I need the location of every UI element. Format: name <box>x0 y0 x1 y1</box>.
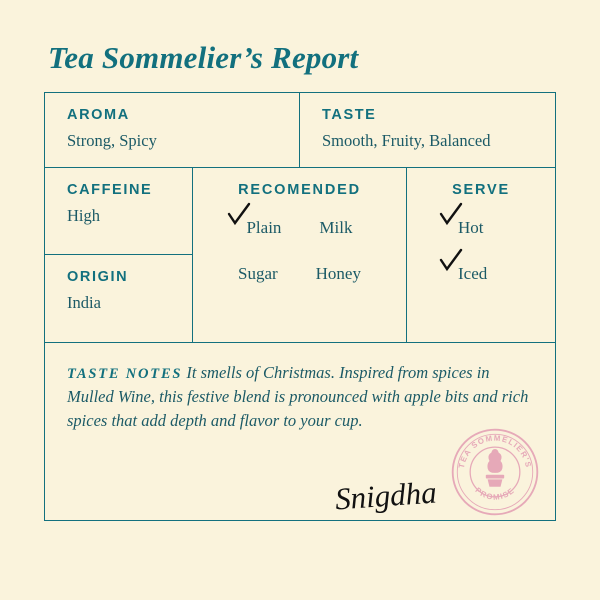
option-honey-label: Honey <box>315 264 361 283</box>
option-hot-label: Hot <box>458 218 484 237</box>
option-sugar[interactable] <box>236 262 280 286</box>
taste-notes-section <box>44 343 556 521</box>
option-milk[interactable] <box>317 216 354 240</box>
cell-serve <box>407 168 555 342</box>
page-title: Tea Sommelier’s Report <box>48 40 359 75</box>
option-iced-label: Iced <box>458 264 488 283</box>
cell-origin <box>45 255 192 342</box>
option-iced[interactable] <box>456 262 506 286</box>
recommended-label: RECOMENDED <box>238 182 361 198</box>
aroma-value: Strong, Spicy <box>67 131 157 150</box>
row-details <box>45 168 555 343</box>
option-hot[interactable] <box>456 216 506 240</box>
cell-recommended <box>193 168 407 342</box>
taste-notes-label: TASTE NOTES <box>67 366 183 382</box>
cell-aroma <box>45 93 300 167</box>
col-caffeine-origin <box>45 168 193 342</box>
option-plain[interactable] <box>244 216 283 240</box>
signature: Snigdha <box>334 474 439 517</box>
recommended-options-row-1 <box>203 216 396 240</box>
serve-label: SERVE <box>452 182 510 198</box>
taste-notes-text: It smells of Christmas. Inspired from spices in Mulled Wine, this festive blend is pronounced with apple bits and rich spices that add depth and flavor to your cup. <box>67 363 529 430</box>
cell-taste <box>300 93 555 167</box>
report-grid <box>44 92 556 343</box>
taste-notes-body <box>67 361 533 433</box>
option-plain-label: Plain <box>246 218 282 237</box>
row-aroma-taste <box>45 93 555 168</box>
taste-label: TASTE <box>322 107 377 123</box>
option-milk-label: Milk <box>319 218 353 237</box>
cell-caffeine <box>45 168 192 255</box>
svg-text:PROMISE: PROMISE <box>473 485 517 502</box>
svg-text:TEA SOMMELIER'S: TEA SOMMELIER'S <box>456 433 534 469</box>
taste-value: Smooth, Fruity, Balanced <box>322 131 491 150</box>
caffeine-value: High <box>67 206 100 225</box>
option-honey[interactable] <box>314 262 363 286</box>
option-sugar-label: Sugar <box>237 264 278 283</box>
origin-label: ORIGIN <box>67 269 129 285</box>
recommended-options-row-2 <box>203 262 396 286</box>
serve-options <box>417 216 545 286</box>
aroma-label: AROMA <box>67 107 130 123</box>
sommelier-promise-stamp-icon <box>449 426 541 518</box>
origin-value: India <box>67 293 101 312</box>
caffeine-label: CAFFEINE <box>67 182 153 198</box>
